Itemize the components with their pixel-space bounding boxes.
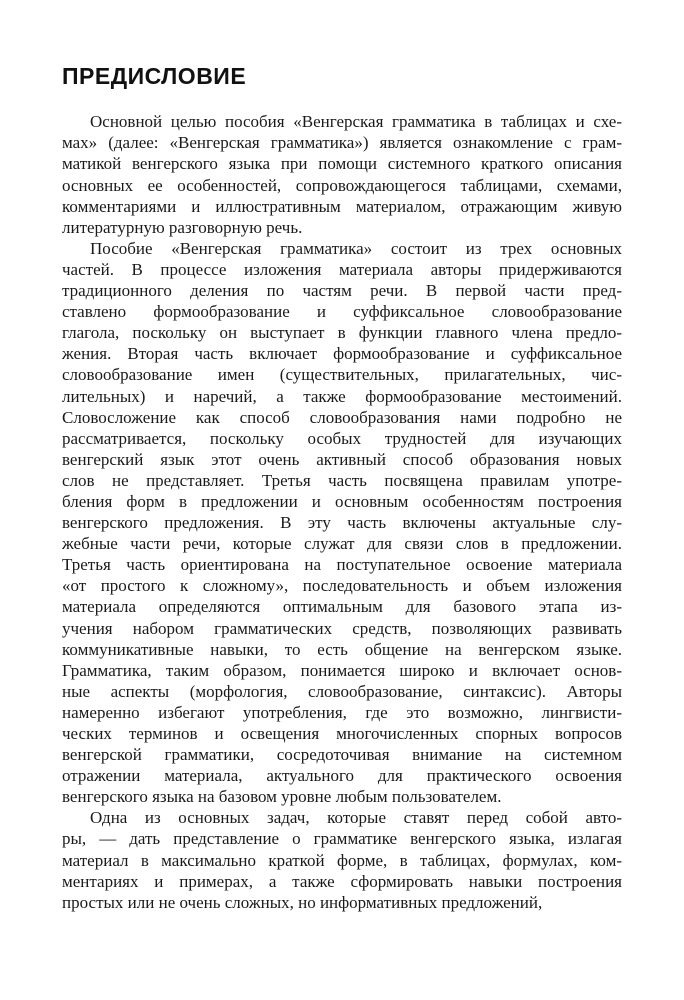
text-line: Словосложение как способ словообразования нами подробно не xyxy=(62,407,622,427)
text-line: ческих терминов и освещения многочисленных спорных вопросов xyxy=(62,724,622,744)
text-line: ры, — дать представление о грамматике венгерского языка, излагая xyxy=(62,829,622,849)
paragraph xyxy=(62,238,622,808)
text-line: «от простого к сложному», последовательность и объем изложения xyxy=(62,576,622,596)
text-line: Одна из основных задач, которые ставят перед собой авто- xyxy=(90,808,622,828)
text-line: слов не представляет. Третья часть посвящена правилам употре- xyxy=(62,470,622,490)
text-line: Пособие «Венгерская грамматика» состоит из трех основных xyxy=(90,238,622,258)
text-line: простых или не очень сложных, но информативных предложений, xyxy=(62,892,543,912)
text-line: литературную разговорную речь. xyxy=(62,217,303,237)
text-line: матикой венгерского языка при помощи системного краткого описания xyxy=(62,154,622,174)
text-line: Грамматика, таким образом, понимается широко и включает основ- xyxy=(62,660,622,680)
text-line: намеренно избегают употребления, где это возможно, лингвисти- xyxy=(62,702,622,722)
text-line: венгерской грамматики, сосредоточивая внимание на системном xyxy=(62,745,622,765)
text-line: венгерский язык этот очень активный способ образования новых xyxy=(62,449,622,469)
text-line: основных ее особенностей, сопровождающегося таблицами, схемами, xyxy=(62,175,622,195)
paragraph xyxy=(62,807,622,912)
text-line: материала определяются оптимальным для базового этапа из- xyxy=(62,597,622,617)
text-line: бления форм в предложении и основным особенностям построения xyxy=(62,491,622,511)
text-line: Третья часть ориентирована на поступательное освоение материала xyxy=(62,555,622,575)
text-line: ные аспекты (морфология, словообразование, синтаксис). Авторы xyxy=(62,681,622,701)
text-line: венгерского предложения. В эту часть включены актуальные слу- xyxy=(62,513,622,533)
text-line: частей. В процессе изложения материала авторы придерживаются xyxy=(62,259,622,279)
text-line: материал в максимально краткой форме, в таблицах, формулах, ком- xyxy=(62,850,622,870)
text-line: словообразование имен (существительных, прилагательных, чис- xyxy=(62,365,622,385)
text-line: лительных) и наречий, а также формообразование местоимений. xyxy=(62,386,622,406)
text-line: жебные части речи, которые служат для связи слов в предложении. xyxy=(62,534,622,554)
text-line: ментариях и примерах, а также сформировать навыки построения xyxy=(62,871,622,891)
text-line: отражении материала, актуального для практического освоения xyxy=(62,766,622,786)
text-line: традиционного деления по частям речи. В первой части пред- xyxy=(62,281,622,301)
text-line: жения. Вторая часть включает формообразование и суффиксальное xyxy=(62,344,622,364)
page-title: ПРЕДИСЛОВИЕ xyxy=(62,63,247,89)
text-line: глагола, поскольку он выступает в функции главного члена предло- xyxy=(62,323,622,343)
text-line: комментариями и иллюстративным материалом, отражающим живую xyxy=(62,196,622,216)
text-line: венгерского языка на базовом уровне любым пользователем. xyxy=(62,787,502,807)
preface-body-text xyxy=(62,111,622,913)
text-line: учения набором грамматических средств, позволяющих развивать xyxy=(62,618,622,638)
text-line: ставлено формообразование и суффиксальное словообразование xyxy=(62,302,622,322)
paragraph xyxy=(62,111,622,238)
text-line: Основной целью пособия «Венгерская грамматика в таблицах и схе- xyxy=(90,112,622,132)
text-line: коммуникативные навыки, то есть общение на венгерском языке. xyxy=(62,639,622,659)
text-line: рассматривается, поскольку особых трудностей для изучающих xyxy=(62,428,622,448)
text-line: мах» (далее: «Венгерская грамматика») является ознакомление с грам- xyxy=(62,133,622,153)
